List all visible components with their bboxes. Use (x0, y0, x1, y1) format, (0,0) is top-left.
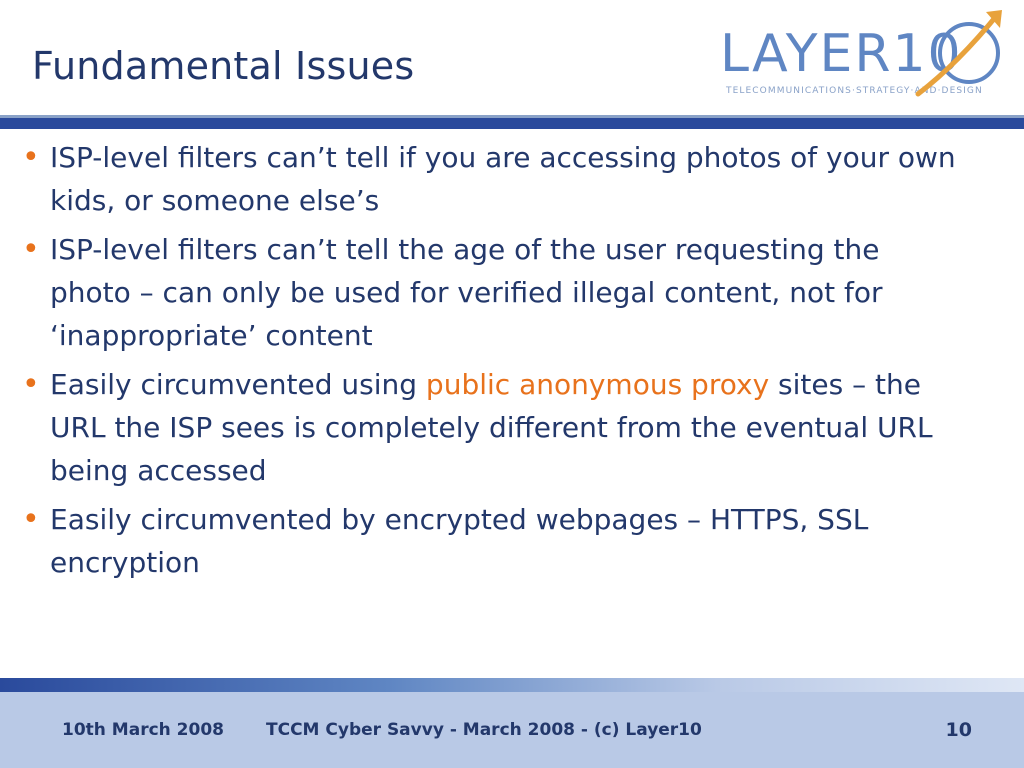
slide-body (0, 136, 1024, 590)
logo-swoosh-icon (910, 8, 1006, 104)
bullet-segment: Easily circumvented by encrypted webpages – HTTPS, SSL encryption (50, 503, 869, 579)
footer-center-text: TCCM Cyber Savvy - March 2008 - (c) Layer10 (266, 720, 702, 740)
page-title: Fundamental Issues (32, 44, 415, 88)
bullet-marker-icon: • (22, 232, 40, 267)
bullet-marker-icon: • (22, 502, 40, 537)
bullet-segment: sites – the URL the ISP sees is completely different from the eventual URL being accessed (50, 368, 933, 487)
footer-date: 10th March 2008 (62, 720, 224, 740)
bullet-text (50, 363, 964, 492)
bullet-segment: Easily circumvented using (50, 368, 426, 401)
layer10-logo (720, 8, 1006, 108)
bullet-text (50, 228, 964, 357)
list-item (0, 363, 1024, 492)
bullet-text (50, 136, 964, 222)
logo-tagline: TELECOMMUNICATIONS·STRATEGY·AND·DESIGN (726, 86, 983, 96)
bullet-text (50, 498, 964, 584)
list-item (0, 498, 1024, 584)
list-item (0, 228, 1024, 357)
bullet-marker-icon: • (22, 367, 40, 402)
footer (0, 692, 1024, 768)
bullet-segment-highlight: public anonymous proxy (425, 368, 770, 401)
footer-page-number: 10 (945, 719, 972, 741)
logo-wordmark: LAYER10 (720, 24, 963, 84)
bullet-segment: ISP-level filters can’t tell the age of the user requesting the photo – can only be used for verified illegal content, not for ‘inappropriate’ content (50, 233, 883, 352)
slide-header (0, 0, 1024, 122)
title-divider-bar (0, 118, 1024, 129)
bullet-segment: ISP-level filters can’t tell if you are accessing photos of your own kids, or someone else’s (50, 141, 956, 217)
footer-gradient-bar (0, 678, 1024, 692)
list-item (0, 136, 1024, 222)
bullet-marker-icon: • (22, 140, 40, 175)
